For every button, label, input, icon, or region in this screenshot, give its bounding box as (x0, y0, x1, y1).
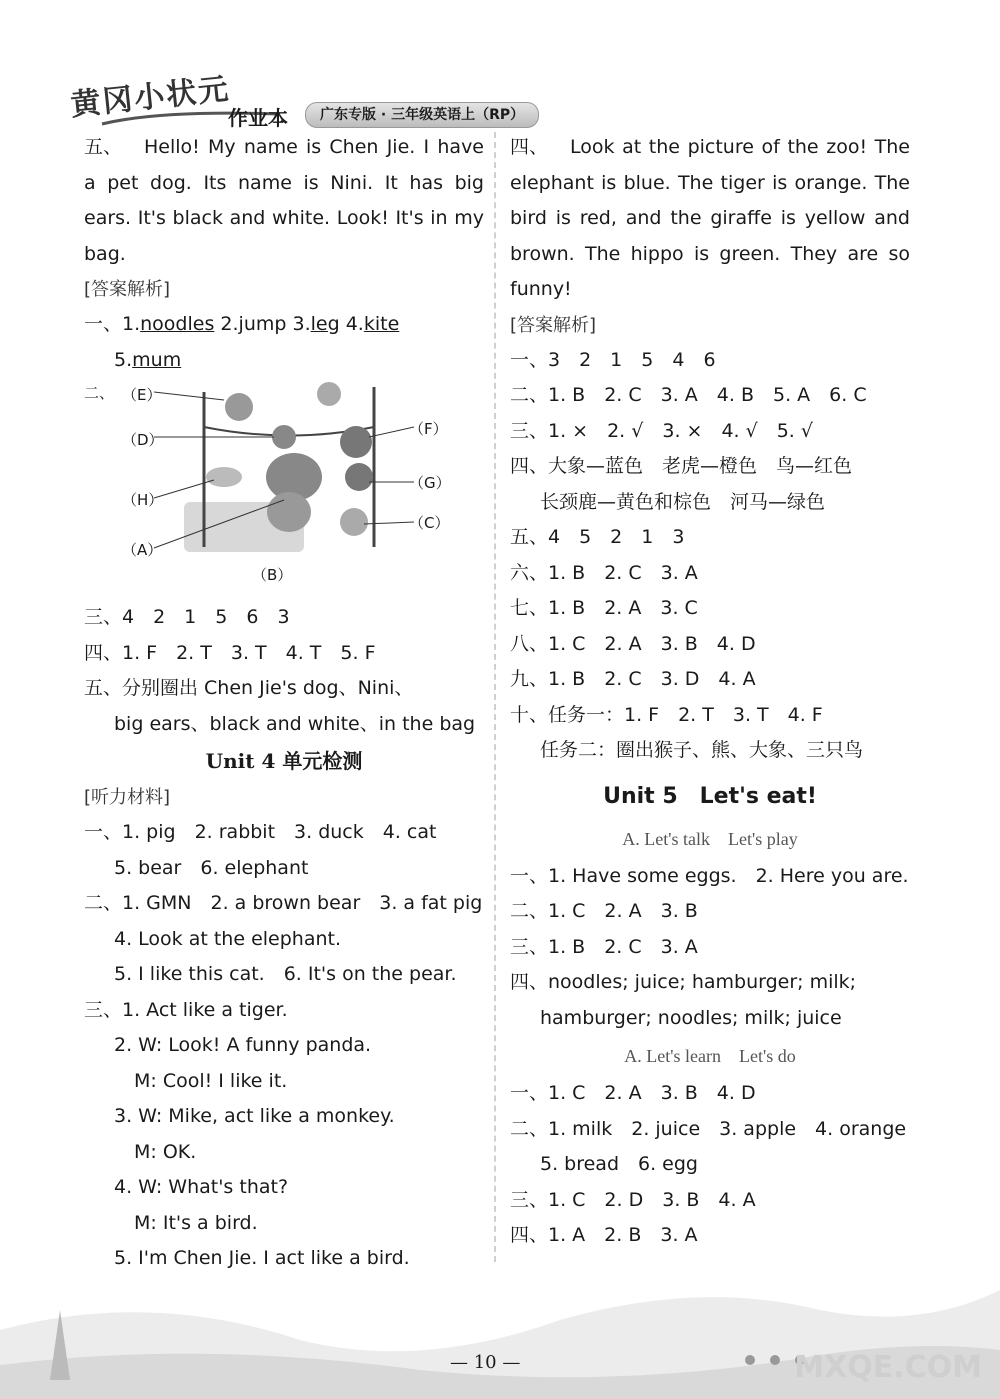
answer-line: 九、1. B 2. C 3. D 4. A (510, 668, 756, 690)
answer-line: 三、1. B 2. C 3. A (510, 935, 698, 958)
answer-line: 一、1. Have some eggs. 2. Here you are. (510, 864, 909, 887)
answer-line: 十、任务一：1. F 2. T 3. T 4. F (510, 703, 823, 726)
listening-line: 5. I'm Chen Jie. I act like a bird. (114, 1247, 410, 1269)
diagram-label: （H） (122, 491, 164, 509)
diagram-label: （D） (122, 431, 164, 449)
answer-line: 任务二：圈出猴子、熊、大象、三只鸟 (540, 739, 864, 761)
edition-badge: 广东专版 · 三年级英语上（RP） (305, 102, 539, 128)
answer-line: 一、1. C 2. A 3. B 4. D (510, 1082, 756, 1104)
answer-tag: [答案解析] (84, 279, 171, 300)
answer-line: 四、1. A 2. B 3. A (510, 1224, 698, 1246)
listening-line: 2. W: Look! A funny panda. (114, 1034, 372, 1056)
circus-diagram (84, 382, 484, 592)
listening-line: 4. Look at the elephant. (114, 927, 341, 950)
answer-line: 四、noodles; juice; hamburger; milk; (510, 971, 857, 993)
answer-line: 七、1. B 2. A 3. C (510, 597, 698, 619)
homework-label: 作业本 (228, 106, 288, 130)
passage-text: Hello! My name is Chen Jie. I have a pet dog. Its name is Nini. It has big ears. It's black and white. Look! It's in my bag. (84, 136, 484, 265)
listening-line: M: Cool! I like it. (134, 1069, 288, 1092)
section-subtitle: A. Let's learn Let's do (624, 1046, 796, 1066)
column-divider (494, 132, 496, 1262)
answer-prefix: 一、1. (84, 313, 141, 335)
answer-word: mum (132, 348, 182, 371)
answer-line: 四、大象—蓝色 老虎—橙色 鸟—红色 (510, 455, 853, 477)
answer-tag: [答案解析] (510, 314, 597, 336)
reading-passage-4 (510, 130, 910, 308)
answer-line: 二、1. milk 2. juice 3. apple 4. orange (510, 1117, 907, 1140)
answer-line: 三、1. × 2. √ 3. × 4. √ 5. √ (510, 419, 813, 442)
diagram-label: （G） (409, 474, 451, 492)
answer-line-5: 五、分别圈出 Chen Jie's dog、Nini、 (84, 677, 414, 699)
answer-line: 二、1. C 2. A 3. B (510, 900, 698, 922)
answer-word: leg (310, 313, 340, 335)
unit-4-title: Unit 4 单元检测 (205, 749, 363, 773)
page-header (60, 68, 580, 138)
answer-line: 5. bread 6. egg (540, 1153, 698, 1175)
answer-line: 八、1. C 2. A 3. B 4. D (510, 632, 756, 655)
answer-number: 3. (292, 313, 311, 335)
listening-line: 5. I like this cat. 6. It's on the pear. (114, 963, 457, 985)
brand-logo: 黄冈小状元 (68, 71, 232, 124)
section-label: 二、 (84, 384, 115, 402)
listening-line: 三、1. Act like a tiger. (84, 998, 288, 1021)
diagram-label: （F） (409, 420, 448, 438)
listening-line: 4. W: What's that? (114, 1176, 289, 1198)
answer-number: 5. (114, 348, 133, 371)
answer-word: kite (363, 313, 400, 335)
diagram-label: （E） (122, 386, 162, 404)
listening-line: 5. bear 6. elephant (114, 856, 309, 879)
answer-line: 一、3 2 1 5 4 6 (510, 348, 716, 371)
answer-line: 六、1. B 2. C 3. A (510, 561, 698, 584)
answer-line-4: 四、1. F 2. T 3. T 4. T 5. F (84, 641, 376, 664)
section-label: 五、 (84, 136, 123, 158)
answer-line-5b: big ears、black and white、in the bag (114, 712, 476, 735)
watermark: MXQE.COM (794, 1350, 982, 1385)
page-number: — 10 — (450, 1352, 521, 1373)
section-label: 四、 (510, 136, 549, 158)
listening-line: M: It's a bird. (134, 1211, 258, 1234)
left-column (84, 130, 484, 1277)
diagram-label: （A） (122, 541, 163, 559)
answer-word: noodles (140, 313, 215, 335)
answer-word: jump (238, 313, 287, 335)
answer-line-1 (84, 307, 484, 343)
listening-tag: [听力材料] (84, 787, 171, 808)
passage-text: Look at the picture of the zoo! The elephant is blue. The tiger is orange. The bird is red, and the giraffe is yellow and brown. The hippo is green. They are so funny! (510, 136, 910, 300)
answer-line: hamburger; noodles; milk; juice (540, 1006, 842, 1029)
right-column (510, 130, 910, 1254)
listening-line: 一、1. pig 2. rabbit 3. duck 4. cat (84, 821, 437, 843)
listening-line: M: OK. (134, 1140, 197, 1163)
answer-line-1b (84, 343, 484, 379)
answer-number: 4. (345, 313, 364, 335)
answer-line: 长颈鹿—黄色和棕色 河马—绿色 (540, 490, 826, 513)
answer-number: 2. (220, 313, 239, 335)
listening-line: 3. W: Mike, act like a monkey. (114, 1105, 395, 1127)
answer-line: 三、1. C 2. D 3. B 4. A (510, 1188, 756, 1211)
unit-5-title: Unit 5 Let's eat! (603, 783, 817, 809)
answer-line: 二、1. B 2. C 3. A 4. B 5. A 6. C (510, 384, 867, 406)
diagram-label: （C） (409, 514, 450, 532)
listening-line: 二、1. GMN 2. a brown bear 3. a fat pig (84, 892, 483, 914)
section-subtitle: A. Let's talk Let's play (622, 828, 798, 849)
diagram-label: （B） (252, 566, 293, 584)
answer-line: 五、4 5 2 1 3 (510, 526, 685, 548)
answer-line-3: 三、4 2 1 5 6 3 (84, 606, 290, 628)
reading-passage-5 (84, 130, 484, 272)
